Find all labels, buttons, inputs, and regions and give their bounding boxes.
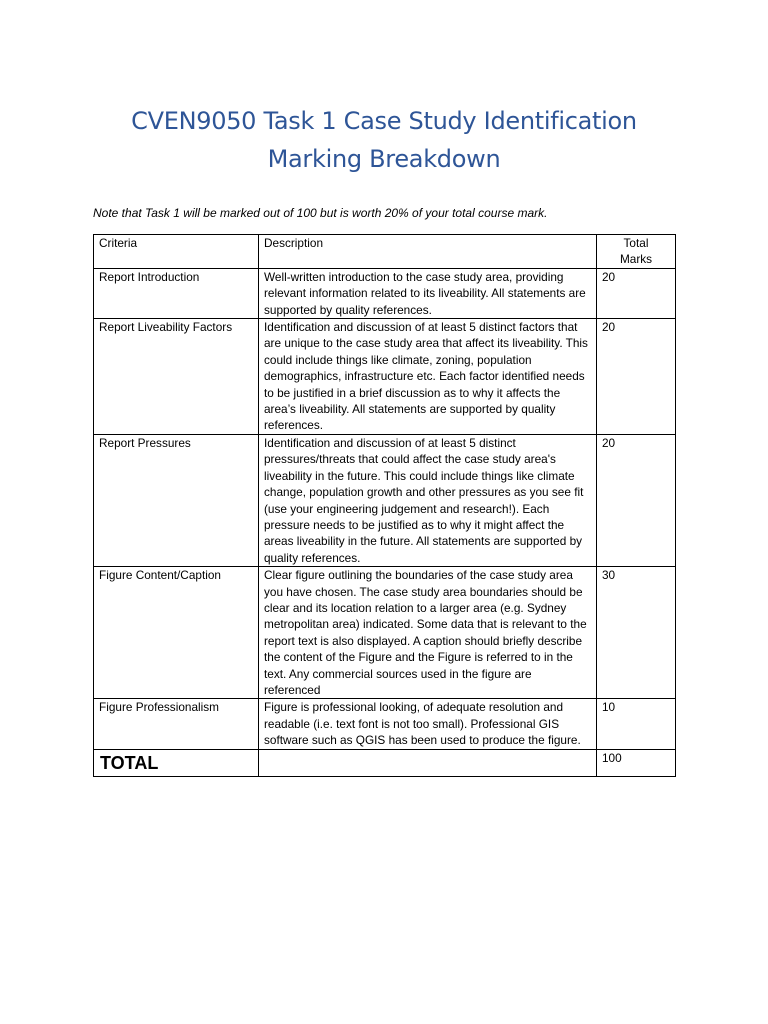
total-marks-header-line-2: Marks [619,252,653,267]
description-cell: Identification and discussion of at least 5 distinct pressures/threats that could affect the case study area's liveability in the future. This could include things like climate change, population growth and other pressures as you see fit (use your engineering judgement and research!). Each pressure needs to be justified as to why it might affect the areas liveability in the future. All statements are supported by quality references. [259,434,597,566]
marks-cell: 20 [597,319,676,435]
course-weight-note: Note that Task 1 will be marked out of 100 but is worth 20% of your total course mark. [93,206,548,220]
marks-cell: 30 [597,567,676,699]
table-row [94,319,676,435]
total-row [94,749,676,776]
table-row [94,699,676,749]
marking-breakdown-table [93,234,676,777]
total-marks-header [597,235,676,269]
table-header-row [94,235,676,269]
description-cell: Identification and discussion of at least 5 distinct factors that are unique to the case study area that affect its liveability. This could include things like climate, zoning, population demographics, infrastructure etc. Each factor identified needs to be justified in a brief discussion as to why it affects the area’s liveability. All statements are supported by quality references. [259,319,597,435]
page-title-line-2: Marking Breakdown [267,145,501,173]
criteria-cell: Report Liveability Factors [94,319,259,435]
page-title [0,102,768,178]
table-row [94,268,676,318]
marks-cell: 10 [597,699,676,749]
criteria-cell: Figure Professionalism [94,699,259,749]
description-cell: Clear figure outlining the boundaries of the case study area you have chosen. The case study area boundaries should be clear and its location relation to a larger area (e.g. Sydney metropolitan area) indicated. Some data that is relevant to the report text is also displayed. A caption should briefly describe the content of the Figure and the Figure is referred to in the text. Any commercial sources used in the figure are referenced [259,567,597,699]
total-marks-value: 100 [597,749,676,776]
marks-cell: 20 [597,434,676,566]
marks-cell: 20 [597,268,676,318]
description-cell: Figure is professional looking, of adequate resolution and readable (i.e. text font is not too small). Professional GIS software such as QGIS has been used to produce the figure. [259,699,597,749]
criteria-header: Criteria [94,235,259,269]
criteria-cell: Figure Content/Caption [94,567,259,699]
description-header: Description [259,235,597,269]
criteria-cell: Report Introduction [94,268,259,318]
criteria-cell: Report Pressures [94,434,259,566]
table-row [94,567,676,699]
table-row [94,434,676,566]
total-label: TOTAL [94,749,259,776]
total-marks-header-line-1: Total [623,236,649,250]
total-description-cell [259,749,597,776]
description-cell: Well-written introduction to the case study area, providing relevant information related to its liveability. All statements are supported by quality references. [259,268,597,318]
page-title-line-1: CVEN9050 Task 1 Case Study Identification [131,107,637,135]
